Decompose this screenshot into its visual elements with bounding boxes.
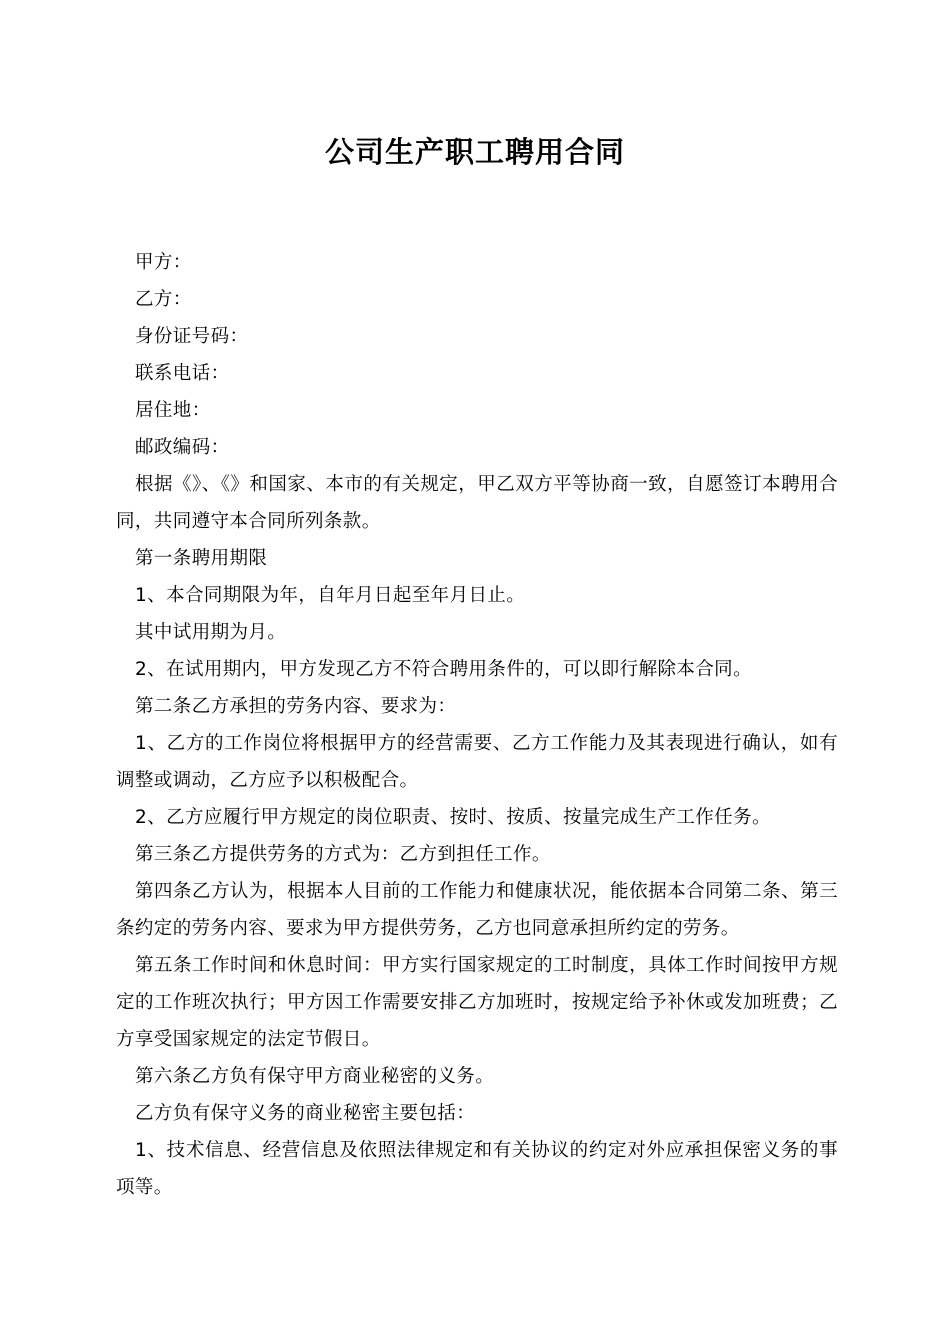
article-1-probation: 其中试用期为月。	[135, 622, 287, 643]
field-phone: 联系电话：	[135, 363, 230, 384]
field-party-b: 乙方：	[135, 289, 192, 310]
article-3-paragraph: 第三条乙方提供劳务的方式为：乙方到担任工作。	[135, 844, 551, 865]
field-party-a: 甲方：	[135, 252, 192, 273]
article-1-clause-1: 1、本合同期限为年，自年月日起至年月日止。	[135, 585, 526, 606]
document-title: 公司生产职工聘用合同	[324, 135, 625, 169]
field-postal-code: 邮政编码：	[135, 437, 230, 458]
article-1-clause-2: 2、在试用期内，甲方发现乙方不符合聘用条件的，可以即行解除本合同。	[135, 659, 752, 680]
article-6-scope: 乙方负有保守义务的商业秘密主要包括：	[135, 1103, 476, 1124]
field-id-number: 身份证号码：	[135, 326, 249, 347]
article-6-heading: 第六条乙方负有保守甲方商业秘密的义务。	[135, 1066, 495, 1087]
field-residence: 居住地：	[135, 400, 211, 421]
article-1-heading: 第一条聘用期限	[135, 548, 268, 569]
article-6-clause-1: 1、技术信息、经营信息及依照法律规定和有关协议的约定对外应承担保密义务的事项等。	[116, 1140, 838, 1198]
preamble-paragraph: 根据《》、《》和国家、本市的有关规定，甲乙双方平等协商一致，自愿签订本聘用合同，共同遵守本合同所列条款。	[116, 474, 838, 532]
article-4-paragraph: 第四条乙方认为，根据本人目前的工作能力和健康状况，能依据本合同第二条、第三条约定的劳务内容、要求为甲方提供劳务，乙方也同意承担所约定的劳务。	[116, 881, 838, 939]
article-2-clause-2: 2、乙方应履行甲方规定的岗位职责、按时、按质、按量完成生产工作任务。	[135, 807, 771, 828]
document-body	[116, 244, 838, 1206]
article-2-heading: 第二条乙方承担的劳务内容、要求为：	[135, 696, 457, 717]
article-5-paragraph: 第五条工作时间和休息时间：甲方实行国家规定的工时制度，具体工作时间按甲方规定的工作班次执行；甲方因工作需要安排乙方加班时，按规定给予补休或发加班费；乙方享受国家规定的法定节假日。	[116, 955, 838, 1050]
article-2-clause-1: 1、乙方的工作岗位将根据甲方的经营需要、乙方工作能力及其表现进行确认，如有调整或调动，乙方应予以积极配合。	[116, 733, 838, 791]
